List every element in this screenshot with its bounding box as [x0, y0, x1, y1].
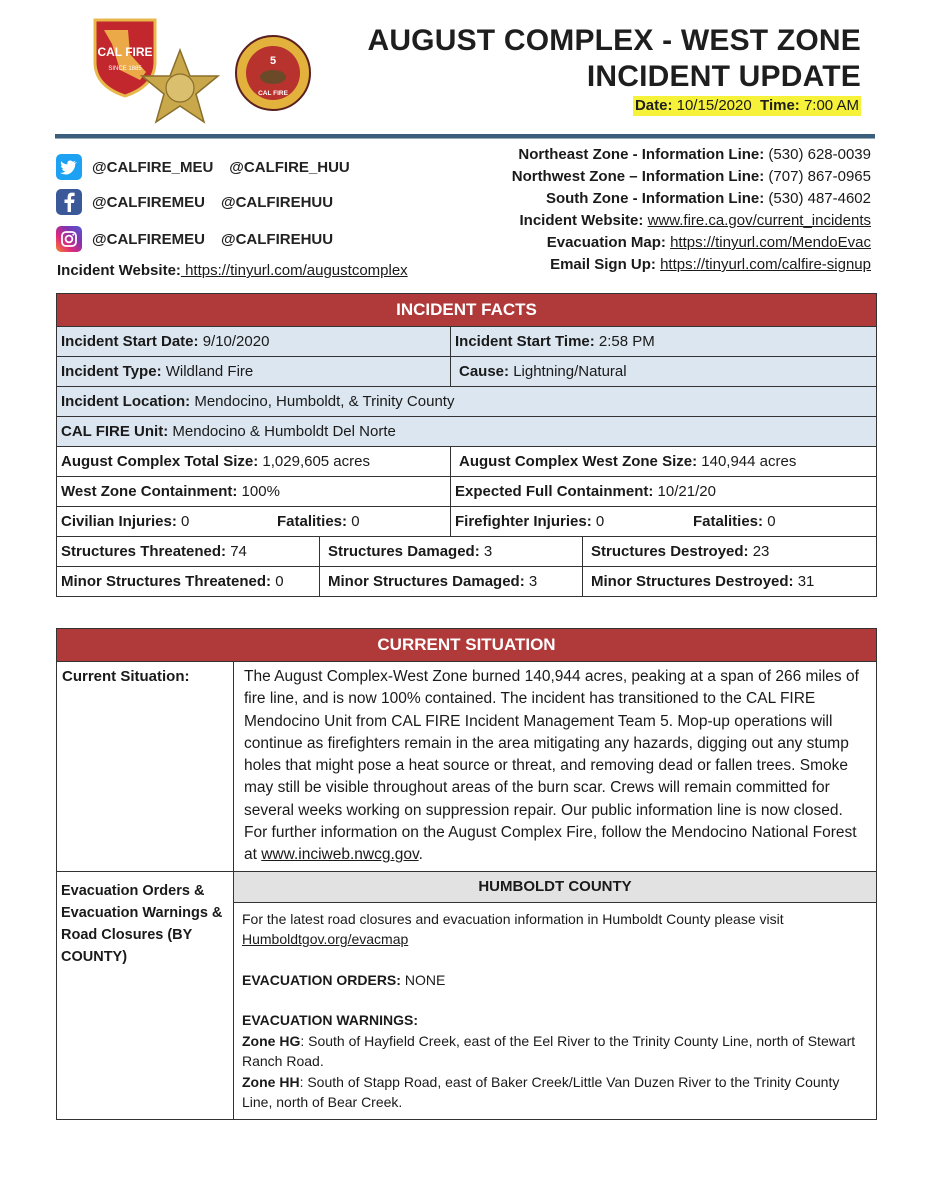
location-cell: Incident Location: Mendocino, Humboldt, & Trinity County	[57, 387, 877, 417]
august-complex-link[interactable]: https://tinyurl.com/augustcomplex	[180, 262, 408, 279]
unit-cell: CAL FIRE Unit: Mendocino & Humboldt Del Norte	[57, 417, 877, 447]
west-size-cell: August Complex West Zone Size: 140,944 acres	[451, 447, 877, 477]
structures-destroyed-cell: Structures Destroyed: 23	[583, 537, 877, 567]
svg-text:5: 5	[269, 55, 277, 67]
total-size-cell: August Complex Total Size: 1,029,605 acres	[57, 447, 451, 477]
info-lines	[512, 144, 871, 276]
current-situation-table	[56, 628, 877, 1120]
minor-destroyed-cell: Minor Structures Destroyed: 31	[583, 567, 877, 597]
start-time-cell: Incident Start Time: 2:58 PM	[451, 327, 877, 357]
humboldt-evacmap-link[interactable]: Humboldtgov.org/evacmap	[242, 931, 409, 948]
instagram-icon[interactable]	[56, 226, 82, 252]
evac-orders: EVACUATION ORDERS: NONE	[242, 971, 446, 988]
situation-text: The August Complex-West Zone burned 140,944 acres, peaking at a span of 266 miles of fire line, and is now 100% contained. The incident has transitioned to the CAL FIRE Mendocino Unit from CAL FIRE Incident Management Team 5. Mop-up operations will continue as firefighters remain in the area mitigating any hazards, digging out any stump holes that might pose a heat source or threat, and removing dead or fallen trees. Smoke may still be visible throughout areas of the burn scar. Crews will remain committed for several weeks working on suppression repair. Our public information line is now closed. For further information on the August Complex Fire, follow the Mendocino National Forest at	[244, 668, 859, 864]
humboldt-evacuation-cell	[234, 902, 877, 1119]
expected-containment-cell: Expected Full Containment: 10/21/20	[451, 477, 877, 507]
facebook-icon[interactable]	[56, 189, 82, 215]
svg-text:SINCE 1885: SINCE 1885	[108, 66, 142, 72]
structures-threatened-cell: Structures Threatened: 74	[57, 537, 320, 567]
instagram-handle-huu[interactable]: @CALFIREHUU	[220, 230, 334, 248]
zone-hh: Zone HH: South of Stapp Road, east of Baker Creek/Little Van Duzen River to the Trinity County Line, north of Bear Creek.	[242, 1073, 840, 1111]
twitter-handle-huu[interactable]: @CALFIRE_HUU	[229, 158, 350, 176]
fire-ca-gov-link[interactable]: www.fire.ca.gov/current_incidents	[647, 212, 871, 229]
info-line-south: South Zone - Information Line: (530) 487-4602	[545, 190, 871, 207]
evac-warnings-label: EVACUATION WARNINGS:	[242, 1012, 419, 1029]
minor-threatened-cell: Minor Structures Threatened: 0	[57, 567, 320, 597]
incident-facts-table	[56, 293, 877, 597]
imt5-logo	[234, 34, 312, 112]
date-time-line: Date: 10/15/2020 Time: 7:00 AM	[634, 97, 859, 114]
minor-damaged-cell: Minor Structures Damaged: 3	[320, 567, 583, 597]
mendo-evac-link[interactable]: https://tinyurl.com/MendoEvac	[670, 234, 871, 251]
incident-type-cell: Incident Type: Wildland Fire	[57, 357, 451, 387]
incident-website-left: Incident Website: https://tinyurl.com/augustcomplex	[57, 262, 408, 279]
instagram-row	[56, 226, 349, 252]
current-situation-text-cell: The August Complex-West Zone burned 140,944 acres, peaking at a span of 266 miles of fire line, and is now 100% contained. The incident has transitioned to the CAL FIRE Mendocino Unit from CAL FIRE Incident Management Team 5. Mop-up operations will continue as firefighters remain in the area mitigating any hazards, digging out any stump holes that might pose a heat source or threat, and removing dead or fallen trees. Smoke may still be visible throughout areas of the burn scar. Crews will remain committed for several weeks working on suppression repair. Our public information line is now closed. For further information on the August Complex Fire, follow the Mendocino National Forest at www.inciweb.nwcg.gov.	[234, 662, 877, 872]
evacuation-label-cell: Evacuation Orders & Evacuation Warnings & Road Closures (BY COUNTY)	[57, 871, 234, 1119]
firefighter-injuries-cell: Firefighter Injuries: 0 Fatalities: 0	[451, 507, 877, 537]
info-line-email: Email Sign Up: https://tinyurl.com/calfire-signup	[550, 256, 871, 273]
structures-damaged-cell: Structures Damaged: 3	[320, 537, 583, 567]
twitter-row	[56, 154, 366, 180]
star-badge-logo	[140, 48, 220, 128]
instagram-handle-meu[interactable]: @CALFIREMEU	[92, 230, 205, 248]
humboldt-county-heading: HUMBOLDT COUNTY	[234, 871, 877, 902]
page-title: AUGUST COMPLEX - WEST ZONE	[367, 24, 861, 57]
facebook-handle-meu[interactable]: @CALFIREMEU	[92, 193, 205, 211]
current-situation-label-cell: Current Situation:	[57, 662, 234, 872]
info-line-evac-map: Evacuation Map: https://tinyurl.com/MendoEvac	[546, 234, 871, 251]
twitter-handle-meu[interactable]: @CALFIRE_MEU	[92, 158, 214, 176]
start-date-cell: Incident Start Date: 9/10/2020	[57, 327, 451, 357]
info-line-northwest: Northwest Zone – Information Line: (707) 867-0965	[511, 168, 871, 185]
current-situation-heading: CURRENT SITUATION	[57, 629, 877, 662]
civilian-injuries-cell: Civilian Injuries: 0 Fatalities: 0	[57, 507, 451, 537]
page-subtitle: INCIDENT UPDATE	[586, 60, 861, 93]
svg-text:CAL FIRE: CAL FIRE	[97, 45, 153, 59]
calfire-signup-link[interactable]: https://tinyurl.com/calfire-signup	[660, 256, 871, 273]
svg-text:CAL FIRE: CAL FIRE	[258, 90, 288, 97]
containment-cell: West Zone Containment: 100%	[57, 477, 451, 507]
cause-cell: Cause: Lightning/Natural	[451, 357, 877, 387]
facebook-row	[56, 189, 349, 215]
facebook-handle-huu[interactable]: @CALFIREHUU	[220, 193, 334, 211]
info-line-northeast: Northeast Zone - Information Line: (530) 628-0039	[518, 146, 871, 163]
evac-intro: For the latest road closures and evacuation information in Humboldt County please visit Humboldtgov.org/evacmap	[242, 910, 784, 948]
header-divider-shadow	[55, 138, 875, 139]
twitter-icon[interactable]	[56, 154, 82, 180]
incident-facts-heading: INCIDENT FACTS	[57, 294, 877, 327]
info-line-website: Incident Website: www.fire.ca.gov/current_incidents	[519, 212, 871, 229]
zone-hg: Zone HG: South of Hayfield Creek, east of the Eel River to the Trinity County Line, north of Stewart Ranch Road.	[242, 1032, 856, 1070]
inciweb-link[interactable]: www.inciweb.nwcg.gov	[261, 846, 419, 864]
